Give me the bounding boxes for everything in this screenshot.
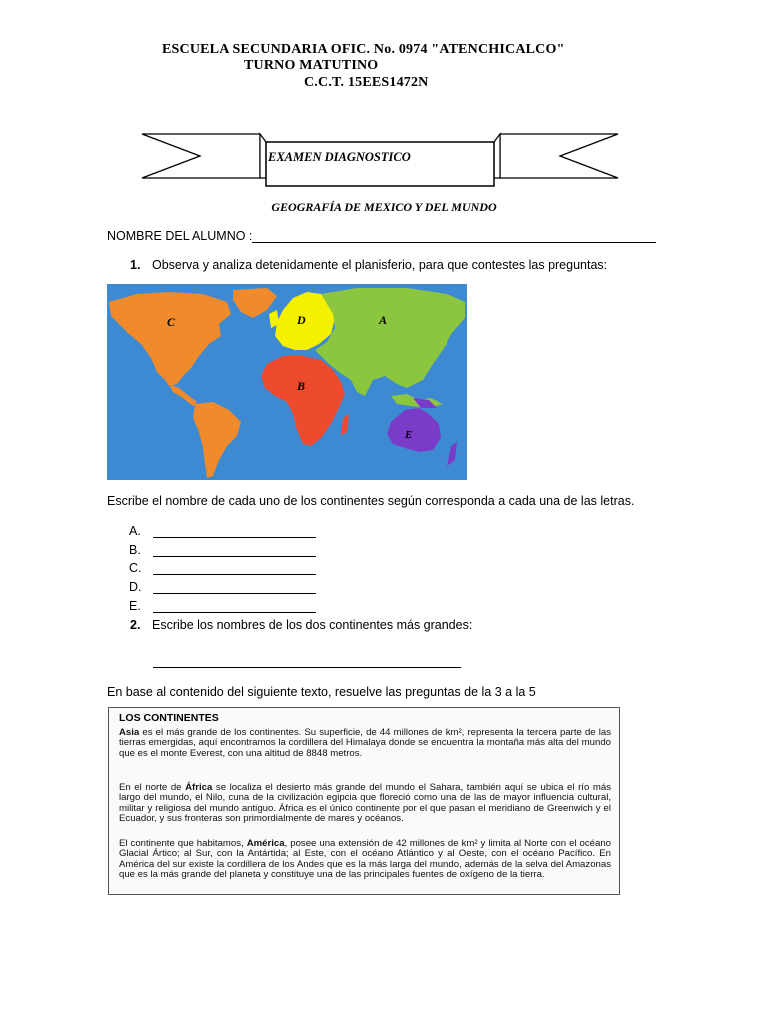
answer-letter-e: E. [129,599,141,613]
africa-text: se localiza el desierto más grande del mundo el Sahara, también aquí se ubica el río más largo del mundo, el Nilo, cuna de la civilización egipcia que floreció como una de las de mayor influencia cultural, militar y religiosa del mundo antiguo. África es el único continente por el que pasan el meridiano de Greenwich y el Ecuador, y sus fronteras son primordialmente de mares y océanos. [119,782,611,825]
africa-pre: En el norte de [119,782,186,793]
student-name-label: NOMBRE DEL ALUMNO : [107,229,253,243]
america-pre: El continente que habitamos, [119,838,247,849]
answer-letter-c: C. [129,561,142,575]
text-instruction: En base al contenido del siguiente texto, resuelve las preguntas de la 3 a la 5 [107,685,536,699]
question2-text: Escribe los nombres de los dos continentes más grandes: [152,618,473,632]
africa-bold: África [185,782,213,793]
answer-blank-b[interactable] [153,556,316,557]
answer-letter-a: A. [129,524,141,538]
map-label-b: B [297,379,306,393]
school-shift: TURNO MATUTINO [244,58,379,73]
answer-letter-b: B. [129,543,141,557]
world-map [107,284,467,480]
continents-textbox [108,707,620,895]
america-text: , posee una extensión de 42 millones de km² y limita al Norte con el océano Glacial Ártico; al Sur, con la Antártida; al Este, con el océano Atlántico y al Oeste, con el océano Pacífico. En América del sur existe la cordillera de los Andes que es la más larga del mundo, además de la selva del Amazonas que es la más grande del planeta y constituye una de las principales fuentes de oxígeno de la tierra. [119,838,611,881]
map-label-d: D [297,313,306,327]
map-label-a: A [379,313,388,327]
subject-title: GEOGRAFÍA DE MEXICO Y DEL MUNDO [271,200,497,214]
answer-blank-a[interactable] [153,537,316,538]
map-label-c: C [167,315,176,329]
continents-instruction: Escribe el nombre de cada uno de los continentes según corresponda a cada una de las letras. [107,494,635,508]
paragraph-asia [119,728,611,759]
asia-text: es el más grande de los continentes. Su superficie, de 44 millones de km², representa la tercera parte de las tierras emergidas, aquí encontramos la cordillera del Himalaya donde se encuentra la montaña más alta del mundo que es el monte Everest, con una altitud de 8848 metros. [119,727,611,759]
school-name: ESCUELA SECUNDARIA OFIC. No. 0974 "ATENCHICALCO" [162,42,565,57]
map-label-e: E [405,429,413,441]
exam-title: EXAMEN DIAGNOSTICO [268,150,411,164]
student-name-blank[interactable] [252,242,656,243]
school-cct: C.C.T. 15EES1472N [304,75,429,90]
paragraph-africa [119,783,611,825]
paragraph-america [119,839,611,881]
question1-text: Observa y analiza detenidamente el planisferio, para que contestes las preguntas: [152,258,608,272]
answer-blank-e[interactable] [153,612,316,613]
answer-blank-d[interactable] [153,593,316,594]
question2-answer-blank[interactable] [153,667,461,668]
question2-number: 2. [130,618,141,632]
asia-bold: Asia [119,727,140,738]
answer-letter-d: D. [129,580,142,594]
textbox-title: LOS CONTINENTES [119,712,219,724]
america-bold: América [246,838,285,849]
answer-blank-c[interactable] [153,574,316,575]
question1-number: 1. [130,258,141,272]
